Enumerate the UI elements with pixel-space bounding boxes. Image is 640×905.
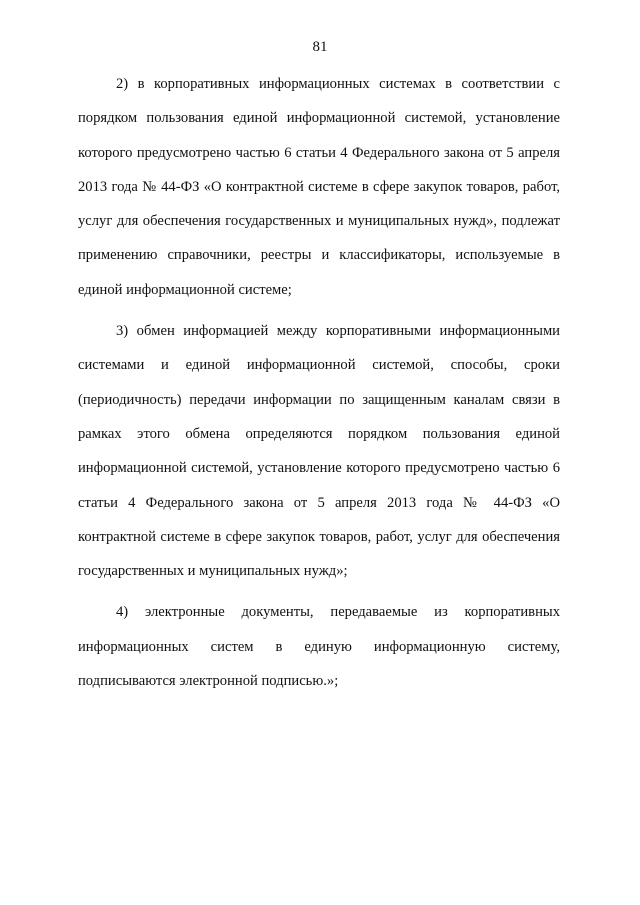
paragraph-item-4: 4) электронные документы, передаваемые из корпоративных информационных систем в единую информационную систему, подписываются электронной подписью.»; xyxy=(78,604,560,690)
document-body xyxy=(78,67,560,705)
paragraph-item-2: 2) в корпоративных информационных системах в соответствии с порядком пользования единой информационной системой, установление которого предусмотрено частью 6 статьи 4 Федерального закона от 5 апреля 2013 года № 44-ФЗ «О контрактной системе в сфере закупок товаров, работ, услуг для обеспечения государственных и муниципальных нужд», подлежат применению справочники, реестры и классификаторы, используемые в единой информационной системе; xyxy=(78,76,560,298)
paragraph-item-3: 3) обмен информацией между корпоративными информационными системами и единой информационной системой, способы, сроки (периодичность) передачи информации по защищенным каналам связи в рамках этого обмена определяются порядком пользования единой информационной системой, установление которого предусмотрено частью 6 статьи 4 Федерального закона от 5 апреля 2013 года № 44-ФЗ «О контрактной системе в сфере закупок товаров, работ, услуг для обеспечения государственных и муниципальных нужд»; xyxy=(78,323,560,580)
page-number: 81 xyxy=(312,39,328,55)
